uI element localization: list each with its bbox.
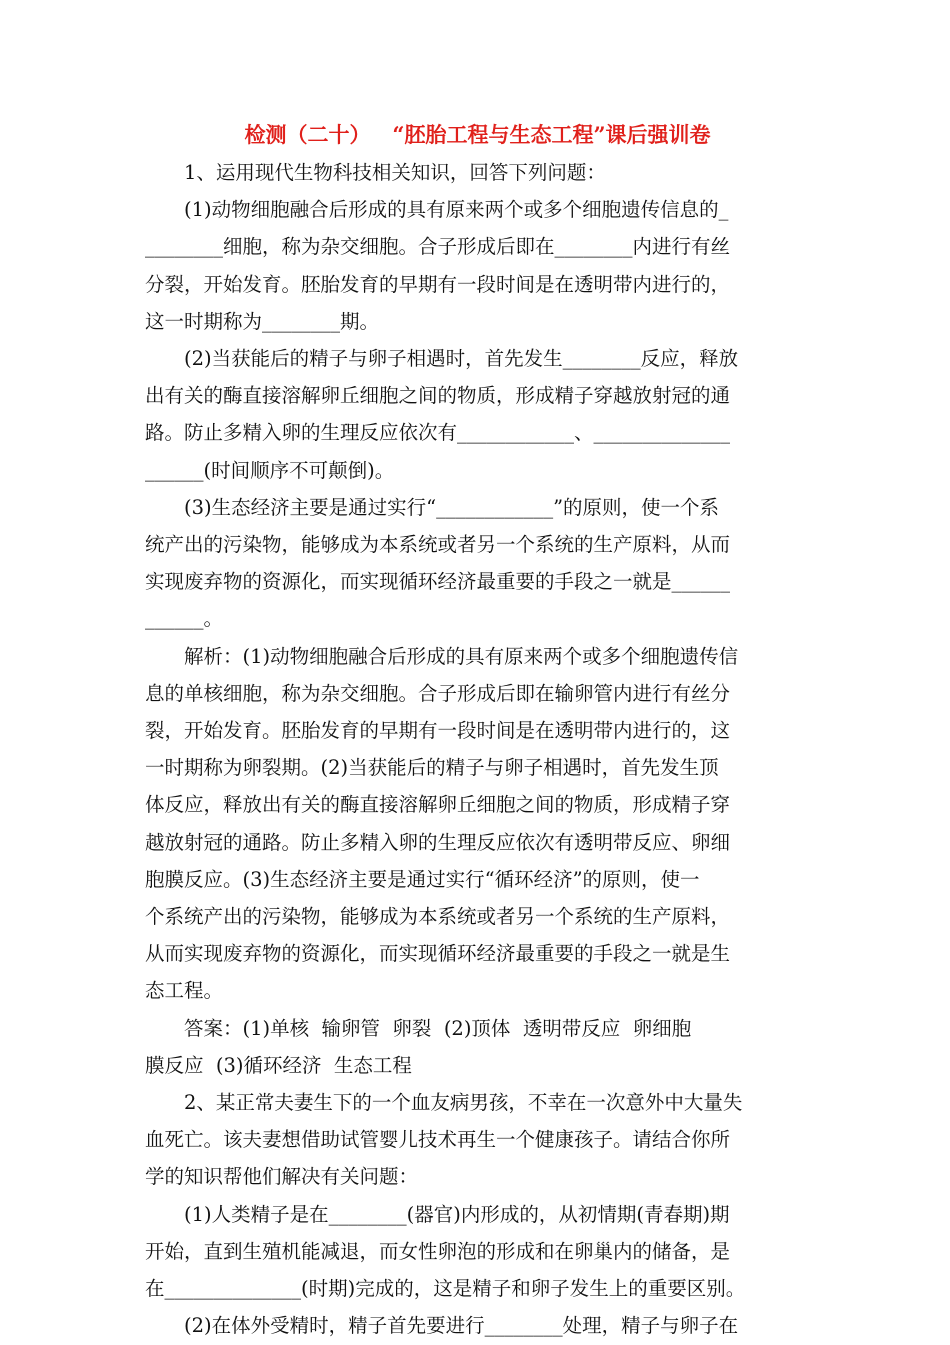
text-line: 1、运用现代生物科技相关知识，回答下列问题： [184,161,606,184]
text-line: 息的单核细胞，称为杂交细胞。合子形成后即在输卵管内进行有丝分 [145,681,731,705]
text-line: 个系统产出的污染物，能够成为本系统或者另一个系统的生产原料， [145,905,731,929]
text-line: 路。防止多精入卵的生理反应依次有____________、______________ [145,421,731,445]
text-line: 统产出的污染物，能够成为本系统或者另一个系统的生产原料，从而 [145,533,731,557]
text-line: (1)动物细胞融合后形成的具有原来两个或多个细胞遗传信息的_ [184,198,729,222]
text-line: 胞膜反应。(3)生态经济主要是通过实行“循环经济”的原则，使一 [145,867,700,891]
text-line: 2、某正常夫妻生下的一个血友病男孩，不幸在一次意外中大量失 [184,1091,743,1115]
text-line: (3)生态经济主要是通过实行“____________”的原则，使一个系 [184,495,720,519]
text-line: 分裂，开始发育。胚胎发育的早期有一段时间是在透明带内进行的， [145,272,731,296]
text-line: ______(时间顺序不可颠倒)。 [145,458,395,482]
document-body [145,154,810,1345]
document-title: 检测（二十） “胚胎工程与生态工程”课后强训卷 [244,122,711,147]
text-line: 学的知识帮他们解决有关问题： [145,1165,419,1189]
text-line: 膜反应 (3)循环经济 生态工程 [145,1053,412,1077]
text-line: 开始，直到生殖机能减退，而女性卵泡的形成和在卵巢内的储备，是 [145,1239,731,1263]
text-line: ________细胞，称为杂交细胞。合子形成后即在________内进行有丝 [145,235,731,259]
text-line: (2)在体外受精时，精子首先要进行________处理，精子与卵子在 [184,1314,739,1338]
text-line: 裂，开始发育。胚胎发育的早期有一段时间是在透明带内进行的，这 [145,719,731,743]
text-line: 一时期称为卵裂期。(2)当获能后的精子与卵子相遇时，首先发生顶 [145,756,719,780]
text-line: (2)当获能后的精子与卵子相遇时，首先发生________反应，释放 [184,347,739,371]
text-line: ______。 [145,607,224,631]
text-line: 体反应，释放出有关的酶直接溶解卵丘细胞之间的物质，形成精子穿 [145,793,731,817]
text-line: 出有关的酶直接溶解卵丘细胞之间的物质，形成精子穿越放射冠的通 [145,384,731,408]
text-line: 答案：(1)单核 输卵管 卵裂 (2)顶体 透明带反应 卵细胞 [184,1016,692,1040]
text-line: (1)人类精子是在________(器官)内形成的，从初情期(青春期)期 [184,1202,730,1226]
text-line: 这一时期称为________期。 [145,309,380,333]
text-line: 越放射冠的通路。防止多精入卵的生理反应依次有透明带反应、卵细 [145,830,731,854]
text-line: 从而实现废弃物的资源化，而实现循环经济最重要的手段之一就是生 [145,942,731,966]
text-line: 血死亡。该夫妻想借助试管婴儿技术再生一个健康孩子。请结合你所 [145,1128,731,1152]
text-line: 态工程。 [145,979,224,1003]
text-line: 在______________(时期)完成的，这是精子和卵子发生上的重要区别。 [145,1277,746,1301]
text-line: 解析：(1)动物细胞融合后形成的具有原来两个或多个细胞遗传信 [184,644,739,668]
text-line: 实现废弃物的资源化，而实现循环经济最重要的手段之一就是______ [145,570,731,594]
